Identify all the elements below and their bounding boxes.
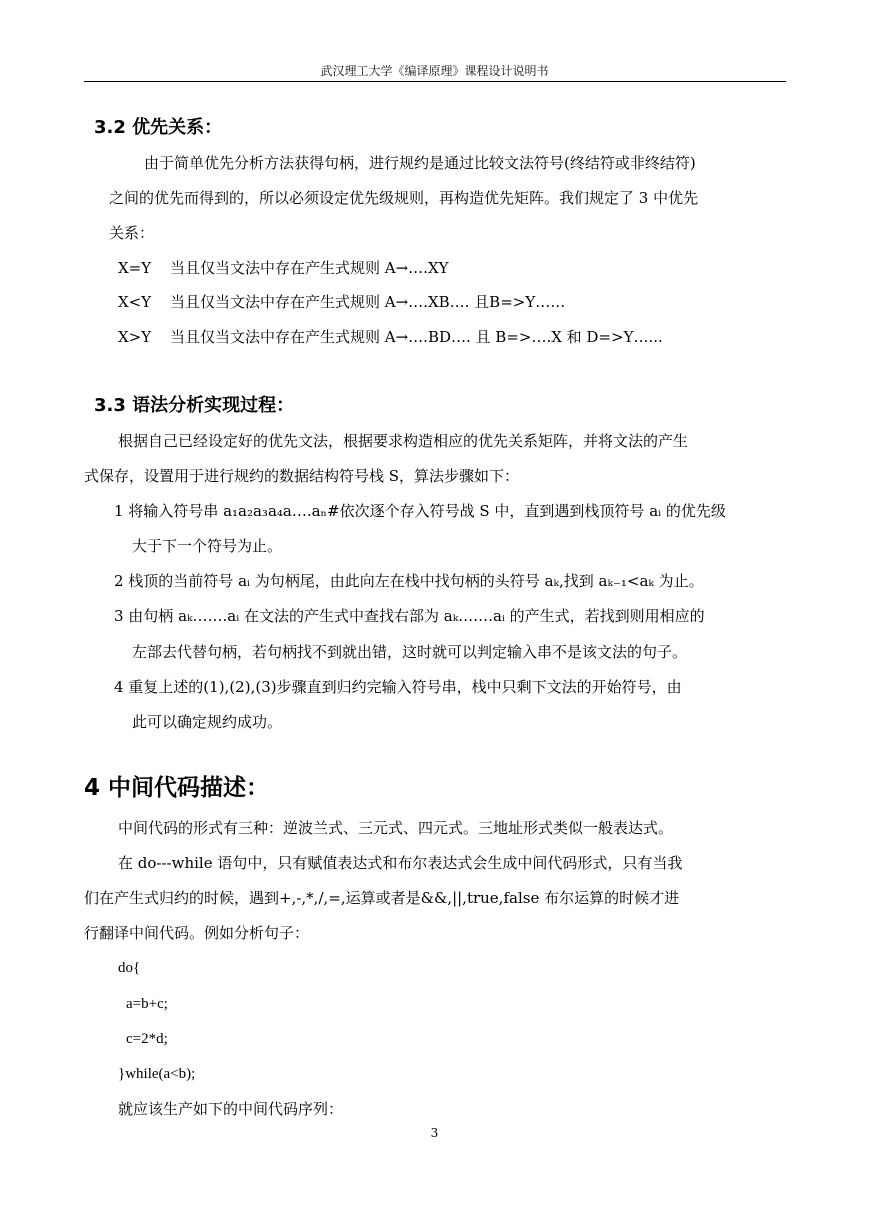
page-number: 3 (430, 1126, 439, 1140)
relation-greater (118, 327, 663, 347)
relation-op: X=Y (118, 259, 152, 277)
relation-op: X>Y (118, 328, 152, 346)
section-3-2-heading: 3.2 优先关系： (94, 117, 223, 138)
relation-text: 当且仅当文法中存在产生式规则 A→….BD…. 且 B=>….X 和 D=>Y…... (170, 328, 663, 346)
section-4-heading: 4 中间代码描述： (84, 775, 270, 801)
relation-op: X<Y (118, 293, 152, 311)
section-4-para-2-line-2: 们在产生式归约的时候，遇到+,-,*,/,=,运算或者是&&,||,true,false 布尔运算的时候才进 (84, 889, 680, 907)
step-2-line-1: 2 栈顶的当前符号 aᵢ 为句柄尾，由此向左在栈中找句柄的头符号 aₖ,找到 aₖ₋₁<aₖ 为止。 (114, 572, 704, 590)
code-line-1: do{ (118, 960, 141, 976)
section-4-para-1: 中间代码的形式有三种：逆波兰式、三元式、四元式。三地址形式类似一般表达式。 (118, 819, 674, 837)
code-line-4: }while(a<b); (118, 1066, 196, 1082)
code-line-2: a=b+c; (126, 996, 168, 1012)
header-divider (84, 81, 786, 82)
step-4-line-2: 此可以确定规约成功。 (132, 713, 283, 731)
section-3-2-para-line-1: 由于简单优先分析方法获得句柄，进行规约是通过比较文法符号(终结符或非终结符) (144, 154, 696, 172)
section-4-para-3: 就应该生产如下的中间代码序列： (118, 1100, 344, 1118)
relation-text: 当且仅当文法中存在产生式规则 A→….XY (170, 259, 449, 277)
relation-equal (118, 258, 449, 278)
step-1-line-1: 1 将输入符号串 a₁a₂a₃a₄a….aₙ#依次逐个存入符号战 S 中，直到遇到栈顶符号 aᵢ 的优先级 (114, 502, 726, 520)
page-header: 武汉理工大学《编译原理》课程设计说明书 (320, 64, 549, 78)
section-3-2-para-line-2: 之间的优先而得到的，所以必须设定优先级规则，再构造优先矩阵。我们规定了 3 中优先 (109, 189, 699, 207)
section-3-3-heading: 3.3 语法分析实现过程： (94, 395, 295, 416)
code-line-3: c=2*d; (126, 1031, 168, 1047)
step-4-line-1: 4 重复上述的(1),(2),(3)步骤直到归约完输入符号串，栈中只剩下文法的开始符号，由 (114, 678, 682, 696)
step-3-line-1: 3 由句柄 aₖ…….aᵢ 在文法的产生式中查找右部为 aₖ…….aᵢ 的产生式，若找到则用相应的 (114, 607, 705, 625)
relation-text: 当且仅当文法中存在产生式规则 A→….XB…. 且B=>Y…… (170, 293, 566, 311)
section-3-2-para-line-3: 关系： (109, 224, 155, 242)
step-3-line-2: 左部去代替句柄，若句柄找不到就出错，这时就可以判定输入串不是该文法的句子。 (132, 643, 688, 661)
step-1-line-2: 大于下一个符号为止。 (132, 537, 283, 555)
relation-less (118, 292, 565, 312)
section-4-para-2-line-3: 行翻译中间代码。例如分析句子： (84, 924, 310, 942)
section-3-3-para-line-2: 式保存，设置用于进行规约的数据结构符号栈 S，算法步骤如下： (84, 467, 520, 485)
section-4-para-2-line-1: 在 do---while 语句中，只有赋值表达式和布尔表达式会生成中间代码形式，只有当我 (118, 854, 683, 872)
section-3-3-para-line-1: 根据自己已经设定好的优先文法，根据要求构造相应的优先关系矩阵，并将文法的产生 (118, 432, 689, 450)
